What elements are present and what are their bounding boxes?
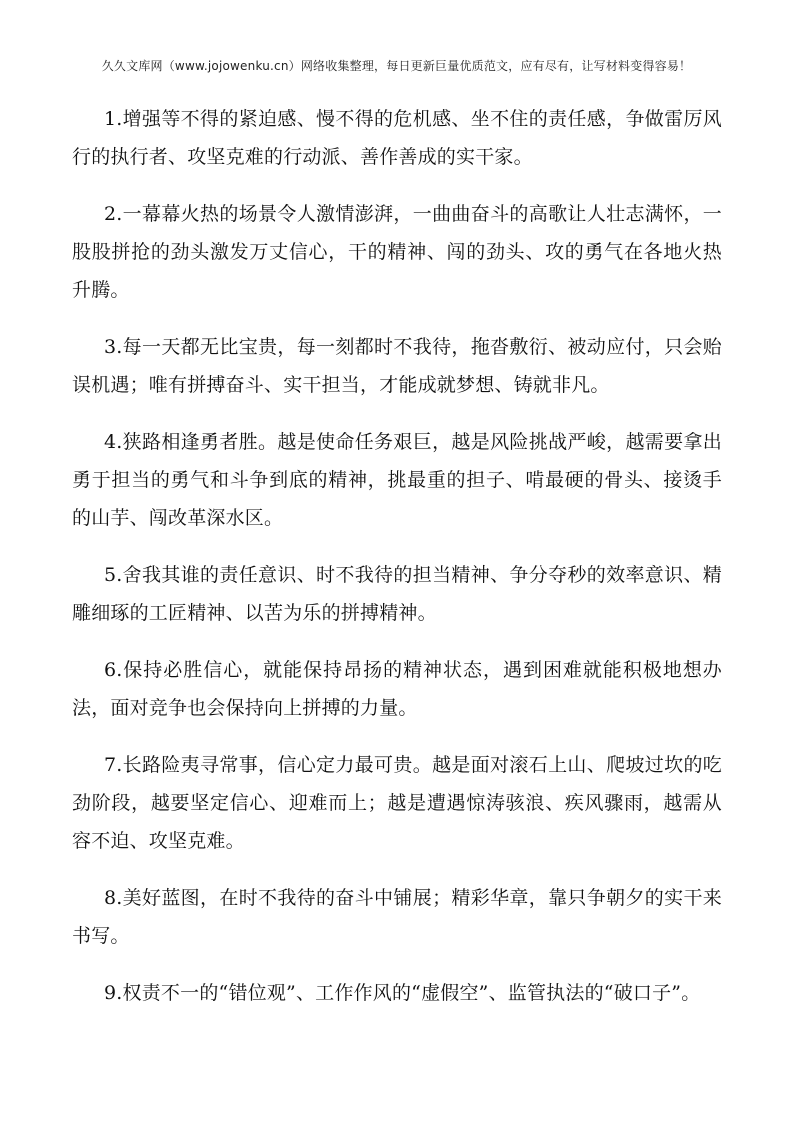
paragraph-7: 7.长路险夷寻常事，信心定力最可贵。越是面对滚石上山、爬坡过坎的吃劲阶段，越要坚定信心、迎难而上；越是遭遇惊涛骇浪、疾风骤雨，越需从容不迫、攻坚克难。 — [72, 754, 722, 852]
paragraph-3: 3.每一天都无比宝贵，每一刻都时不我待，拖沓敷衍、被动应付，只会贻误机遇；唯有拼搏奋斗、实干担当，才能成就梦想、铸就非凡。 — [72, 336, 722, 396]
paragraph-4: 4.狭路相逢勇者胜。越是使命任务艰巨，越是风险挑战严峻，越需要拿出勇于担当的勇气和斗争到底的精神，挑最重的担子、啃最硬的骨头、接烫手的山芋、闯改革深水区。 — [72, 431, 722, 529]
paragraph-2: 2.一幕幕火热的场景令人激情澎湃，一曲曲奋斗的高歌让人壮志满怀，一股股拼抢的劲头激发万丈信心，干的精神、闯的劲头、攻的勇气在各地火热升腾。 — [72, 203, 722, 301]
document-body — [72, 100, 722, 1031]
paragraph-9: 9.权责不一的“错位观”、工作作风的“虚假空”、监管执法的“破口子”。 — [104, 982, 701, 1004]
paragraph-8: 8.美好蓝图，在时不我待的奋斗中铺展；精彩华章，靠只争朝夕的实干来书写。 — [72, 887, 722, 947]
page-header: 久久文库网（www.jojowenku.cn）网络收集整理，每日更新巨量优质范文，应有尽有，让写材料变得容易！ — [101, 59, 692, 73]
paragraph-6: 6.保持必胜信心，就能保持昂扬的精神状态，遇到困难就能积极地想办法，面对竞争也会保持向上拼搏的力量。 — [72, 659, 722, 719]
paragraph-1: 1.增强等不得的紧迫感、慢不得的危机感、坐不住的责任感，争做雷厉风行的执行者、攻坚克难的行动派、善作善成的实干家。 — [72, 108, 722, 168]
paragraph-5: 5.舍我其谁的责任意识、时不我待的担当精神、争分夺秒的效率意识、精雕细琢的工匠精神、以苦为乐的拼搏精神。 — [72, 564, 722, 624]
